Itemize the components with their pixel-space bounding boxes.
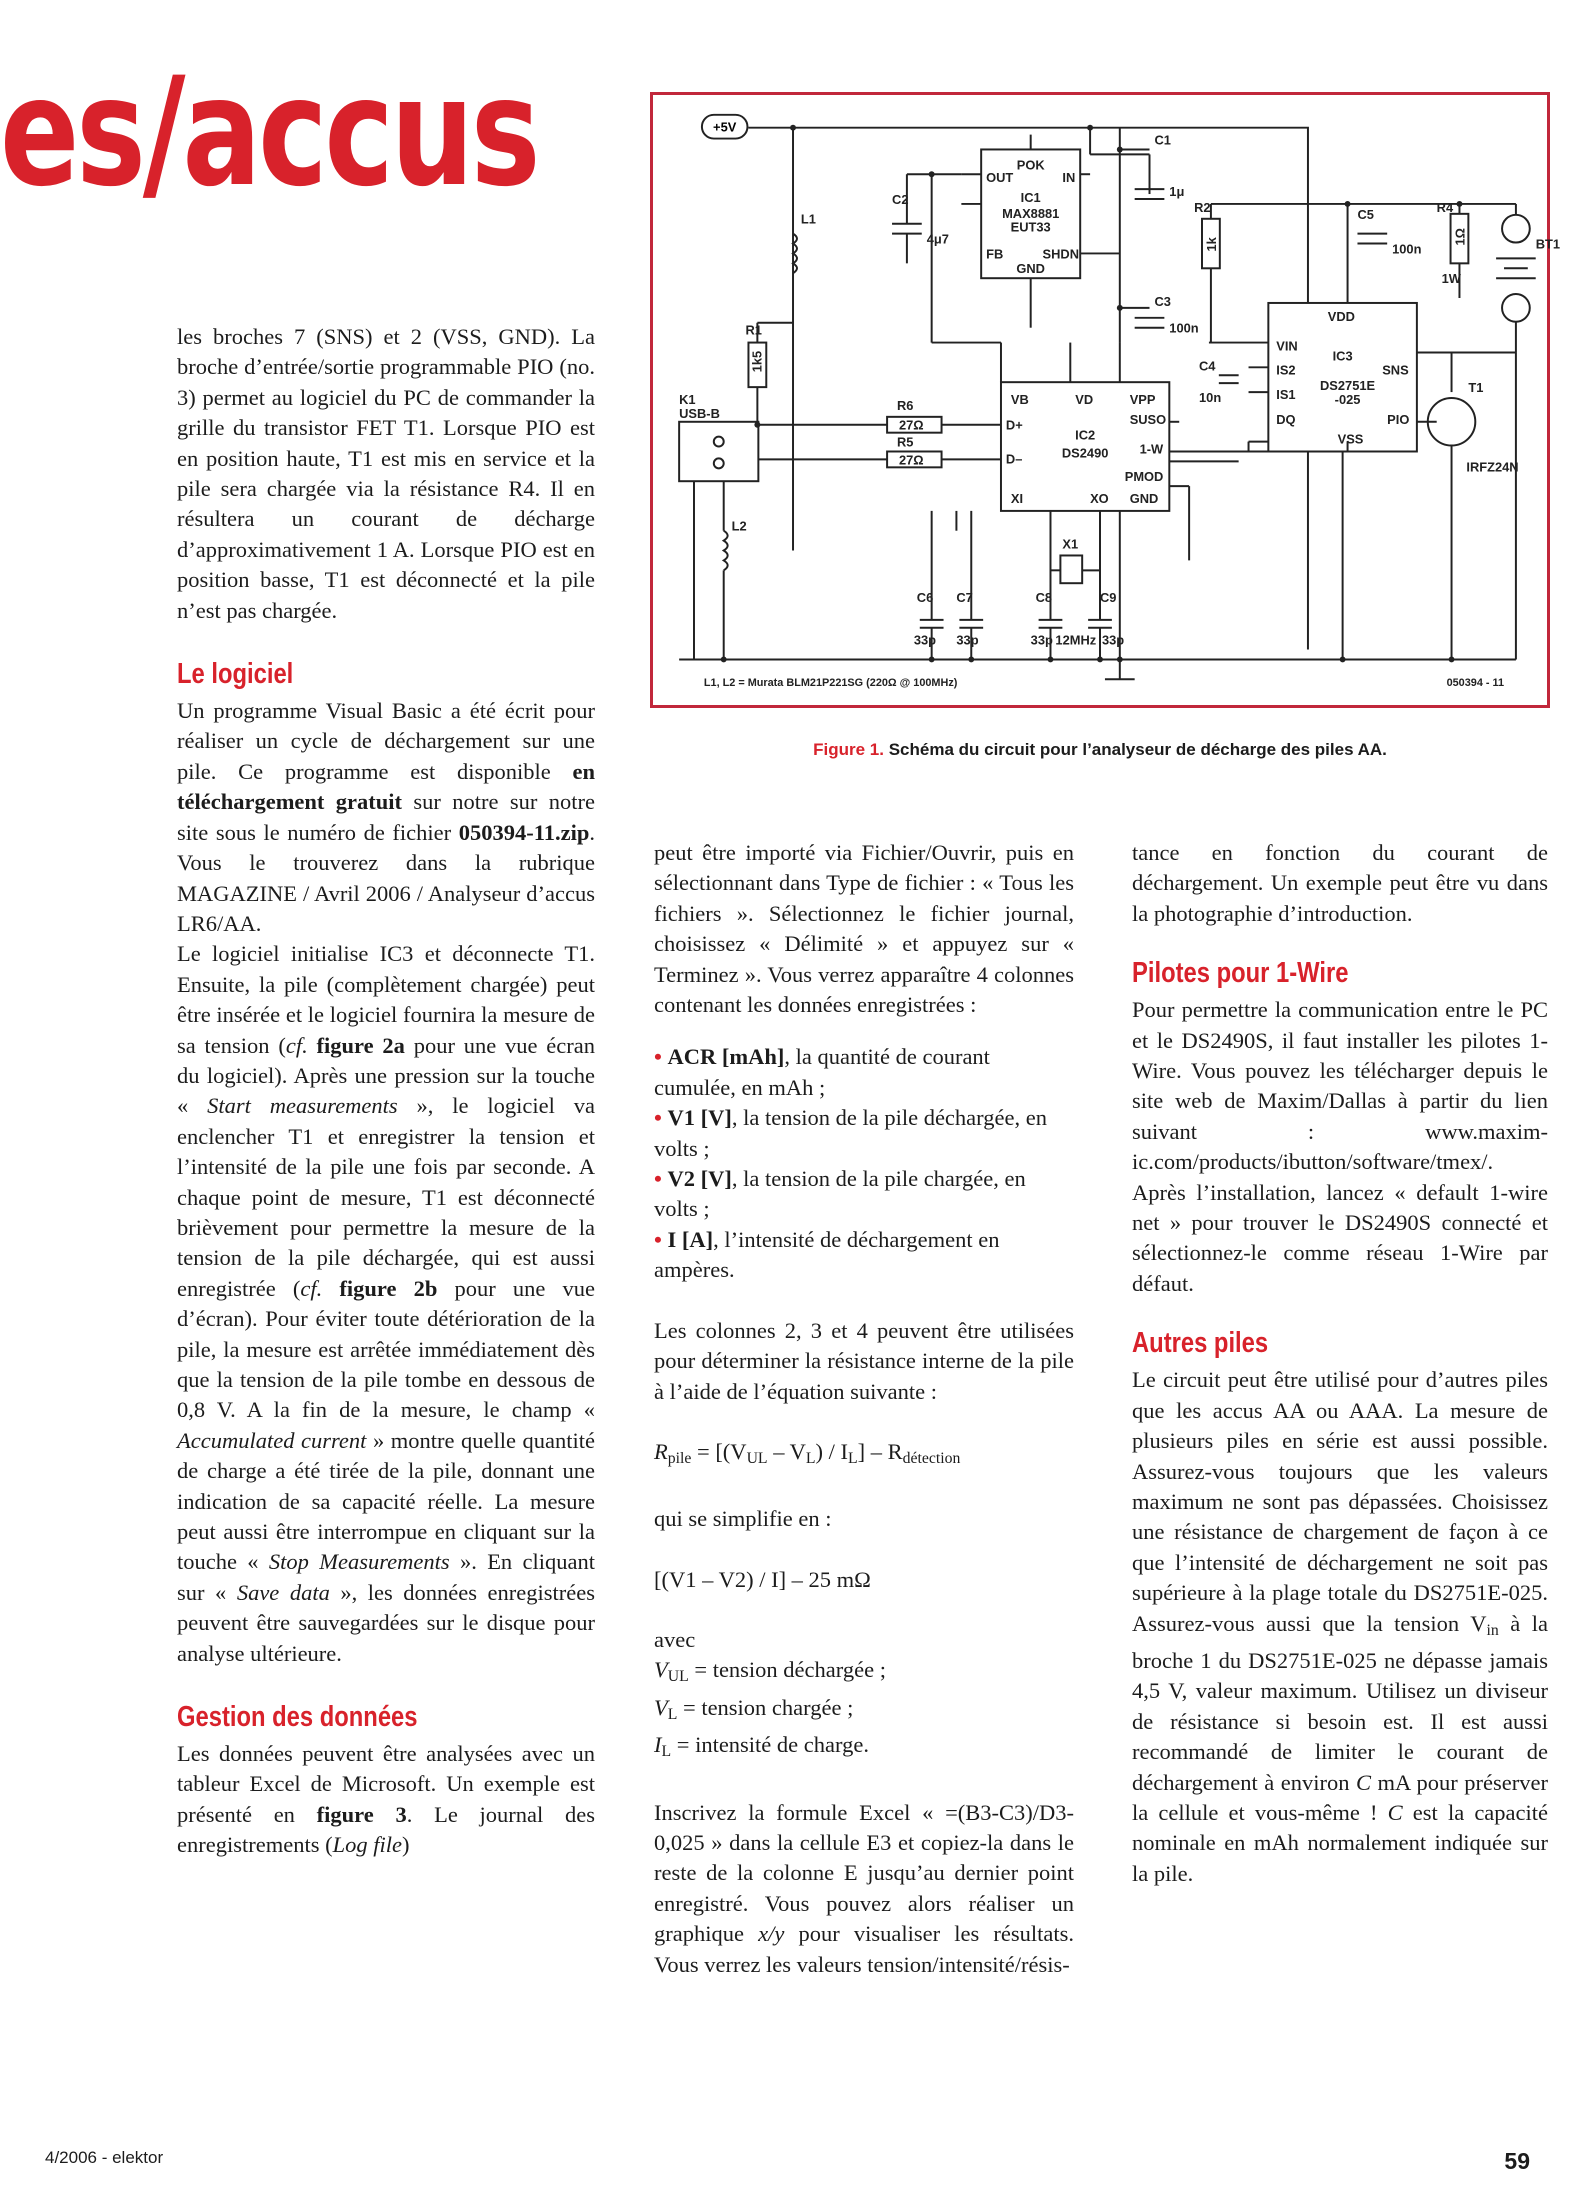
svg-text:VIN: VIN xyxy=(1276,338,1298,354)
svg-text:C5: C5 xyxy=(1357,206,1374,222)
definition: $I_L$ = intensité de charge. xyxy=(654,1732,869,1761)
paragraph: Inscrivez la formule Excel « =(B3-C3)/D3-0,025 » dans la cellule E3 et copiez-la dans le reste de la colonne E jusqu’au dernier point enregistré. Vous pouvez alors réaliser un graphique x/y pour visualiser les résultats. Vous verrez les valeurs tension/intensité/résis- xyxy=(654,1799,1075,1977)
svg-text:R6: R6 xyxy=(896,397,914,413)
formula-simplified: [(V1 – V2) / I] – 25 mΩ xyxy=(654,1566,871,1592)
heading-autres: Autres piles xyxy=(1132,1327,1269,1360)
svg-text:VSS: VSS xyxy=(1337,431,1364,447)
page-number: 59 xyxy=(1504,2148,1530,2174)
paragraph: Le circuit peut être utilisé pour d’autres piles que les accus AA ou AAA. La mesure de plusieurs piles en série est aussi possible. Assurez-vous toujours que les valeurs maximum ne sont pas dépassées. Choisissez une résistance de chargement de façon à ce que l’intensité de déchargement ne soit pas supérieure à la plage totale du DS2751E-025. Assurez-vous aussi que la tension $V_{in}$ à la broche 1 du DS2751E-025 ne dépasse jamais 4,5 V, valeur maximum. Utilisez un diviseur de résistance si besoin est. Il est aussi recommandé de limiter le courant de déchargement à environ C mA pour préserver la cellule et vous-même ! C est la capacité nominale en mAh normalement indiquée sur la pile. xyxy=(1132,1367,1549,1886)
section-title: es/accus xyxy=(0,46,538,220)
paragraph: avec xyxy=(654,1627,696,1653)
svg-text:PIO: PIO xyxy=(1387,411,1410,427)
column-1 xyxy=(177,322,595,1861)
svg-text:C4: C4 xyxy=(1199,358,1216,374)
svg-text:27Ω: 27Ω xyxy=(898,417,924,433)
svg-text:C2: C2 xyxy=(892,191,909,207)
bullet-item: • I [A], l’intensité de déchargement en ampères. xyxy=(654,1226,1000,1283)
svg-text:R2: R2 xyxy=(1194,199,1211,215)
svg-text:27Ω: 27Ω xyxy=(898,452,924,468)
svg-text:1k5: 1k5 xyxy=(749,350,765,373)
svg-text:SUSO: SUSO xyxy=(1129,411,1167,427)
svg-text:C3: C3 xyxy=(1154,293,1171,309)
footer-issue: 4/2006 - elektor xyxy=(45,2148,164,2167)
svg-text:T1: T1 xyxy=(1468,380,1484,396)
svg-text:33p: 33p xyxy=(913,632,937,648)
svg-text:USB-B: USB-B xyxy=(679,405,720,421)
svg-text:FB: FB xyxy=(986,246,1004,262)
svg-text:SHDN: SHDN xyxy=(1042,246,1080,262)
svg-text:EUT33: EUT33 xyxy=(1010,219,1051,235)
bullet-item: • V1 [V], la tension de la pile déchargée, en volts ; xyxy=(654,1105,1047,1161)
svg-text:XI: XI xyxy=(1010,490,1024,506)
svg-text:IS2: IS2 xyxy=(1276,362,1296,378)
svg-text:R1: R1 xyxy=(745,322,762,338)
svg-text:100n: 100n xyxy=(1169,320,1199,336)
svg-text:DQ: DQ xyxy=(1276,411,1296,427)
svg-text:1W: 1W xyxy=(1441,271,1461,287)
svg-text:IS1: IS1 xyxy=(1276,387,1296,403)
svg-text:IRFZ24N: IRFZ24N xyxy=(1466,459,1519,475)
svg-text:C8: C8 xyxy=(1035,590,1053,606)
svg-text:OUT: OUT xyxy=(986,170,1014,186)
svg-text:1k: 1k xyxy=(1203,237,1219,252)
definition: $V_{UL}$ = tension déchargée ; xyxy=(654,1657,886,1686)
paragraph: tance en fonction du courant de déchargement. Un exemple peut être vu dans la photographie d’introduction. xyxy=(1132,840,1548,926)
bullet-item: • ACR [mAh], la quantité de courant cumulée, en mAh ; xyxy=(654,1044,990,1100)
svg-text:PMOD: PMOD xyxy=(1124,469,1164,485)
formula-rpile: $R_{pile} = [(V_{UL} - V_L) / I_L] - R_{détection}$ xyxy=(654,1438,961,1467)
paragraph: Les données peuvent être analysées avec un tableur Excel de Microsoft. Un exemple est présenté en figure 3. Le journal des enregistrements (Log file) xyxy=(177,1741,595,1858)
svg-text:GND: GND xyxy=(1016,261,1045,277)
svg-text:VB: VB xyxy=(1010,391,1029,407)
paragraph: Après l’installation, lancez « default 1-wire net » pour trouver le DS2490S connecté et sélectionnez-le comme réseau 1-Wire par défaut. xyxy=(1132,1179,1548,1296)
svg-text:VD: VD xyxy=(1075,391,1094,407)
svg-text:VDD: VDD xyxy=(1327,308,1355,324)
figure-code: 050394 - 11 xyxy=(1446,677,1505,690)
svg-text:1μ: 1μ xyxy=(1169,184,1185,200)
figure-note: L1, L2 = Murata BLM21P221SG (220Ω @ 100MHz) xyxy=(703,677,958,690)
svg-text:1Ω: 1Ω xyxy=(1452,228,1468,246)
paragraph: les broches 7 (SNS) et 2 (VSS, GND). La broche d’entrée/sortie programmable PIO (no. 3) permet au logiciel du PC de commander la grille du transistor FET T1. Lorsque PIO est en position haute, T1 est mis en service et la pile sera chargée via la résistance R4. Il en résultera un courant de décharge d’approximativement 1 A. Lorsque PIO est en position basse, T1 est déconnecté et la pile n’est pas chargée. xyxy=(177,324,595,623)
bullet-item: • V2 [V], la tension de la pile chargée, en volts ; xyxy=(654,1166,1026,1222)
svg-text:MAX8881: MAX8881 xyxy=(1002,205,1060,221)
svg-text:1-W: 1-W xyxy=(1139,441,1164,457)
plus5v-label: +5V xyxy=(713,119,737,135)
column-3 xyxy=(1132,838,1548,1889)
svg-text:12MHz: 12MHz xyxy=(1055,632,1097,648)
heading-pilotes: Pilotes pour 1-Wire xyxy=(1132,957,1349,990)
svg-text:C9: C9 xyxy=(1100,590,1117,606)
ic1-label: IC1 xyxy=(1020,189,1041,205)
paragraph: Les colonnes 2, 3 et 4 peuvent être utilisées pour déterminer la résistance interne de la pile à l’aide de l’équation suivante : xyxy=(654,1317,1074,1404)
svg-text:R4: R4 xyxy=(1436,199,1454,215)
svg-text:POK: POK xyxy=(1016,157,1045,173)
svg-text:C7: C7 xyxy=(956,590,973,606)
svg-text:K1: K1 xyxy=(679,391,696,407)
svg-text:C1: C1 xyxy=(1154,132,1171,148)
svg-text:D+: D+ xyxy=(1005,417,1023,433)
svg-text:33p: 33p xyxy=(956,632,979,648)
column-2 xyxy=(654,838,1074,1980)
svg-text:4μ7: 4μ7 xyxy=(926,231,949,247)
paragraph: peut être importé via Fichier/Ouvrir, puis en sélectionnant dans Type de fichier : « Tous les fichiers ». Sélectionnez le fichier journal, choisissez « Délimité » et appuyez sur « Terminez ». Vous verrez apparaître 4 colonnes contenant les données enregistrées : xyxy=(654,840,1074,1018)
svg-text:33p: 33p xyxy=(1030,632,1053,648)
paragraph: Le logiciel initialise IC3 et déconnecte T1. Ensuite, la pile (complètement chargée) peut être insérée et le logiciel fournira la mesure de sa tension (cf. figure 2a pour une vue écran du logiciel). Après une pression sur la touche « Start measurements », le logiciel va enclencher T1 et enregistrer la tension et l’intensité de la pile une fois par seconde. A chaque point de mesure, T1 est déconnecté brièvement pour permettre la mesure de la tension de la pile déchargée, qui est aussi enregistrée (cf. figure 2b pour une vue d’écran). Pour éviter toute détérioration de la pile, la mesure est arrêtée immédiatement dès que la tension de la pile tombe en dessous de 0,8 V. A la fin de la mesure, le champ « Accumulated current » montre quelle quantité de charge a été tirée de la pile, donnant une indication de sa capacité réelle. La mesure peut aussi être interrompue en cliquant sur la touche « Stop Measurements ». En cliquant sur « Save data », les données enregistrées peuvent être sauvegardées sur le disque pour analyse ultérieure. xyxy=(177,941,596,1666)
heading-gestion: Gestion des données xyxy=(177,1701,418,1734)
svg-text:10n: 10n xyxy=(1199,389,1222,405)
svg-text:33p: 33p xyxy=(1101,632,1125,648)
svg-text:X1: X1 xyxy=(1062,536,1079,552)
svg-text:D–: D– xyxy=(1005,451,1023,467)
svg-text:IN: IN xyxy=(1062,170,1076,186)
svg-text:C6: C6 xyxy=(916,590,934,606)
svg-text:L2: L2 xyxy=(731,518,747,534)
svg-text:100n: 100n xyxy=(1392,241,1422,257)
ic3-label: IC3 xyxy=(1332,348,1353,364)
svg-text:BT1: BT1 xyxy=(1535,236,1561,252)
circuit-schematic xyxy=(650,92,1561,708)
figure-caption: Figure 1. Schéma du circuit pour l’analyseur de décharge des piles AA. xyxy=(813,740,1387,759)
svg-text:R5: R5 xyxy=(896,434,914,450)
svg-text:DS2751E: DS2751E xyxy=(1320,378,1376,394)
schematic-svg xyxy=(653,95,1561,705)
svg-text:L1: L1 xyxy=(800,211,816,227)
paragraph: Pour permettre la communication entre le PC et le DS2490S, il faut installer les pilotes 1-Wire. Vous pouvez les télécharger depuis le site web de Maxim/Dallas à partir du lien suivant : www.maxim-ic.com/products/ibutton/software/tmex/. xyxy=(1132,997,1548,1175)
svg-text:SNS: SNS xyxy=(1382,362,1409,378)
ic2-label: IC2 xyxy=(1075,427,1096,443)
paragraph: Un programme Visual Basic a été écrit pour réaliser un cycle de déchargement sur une pile. Ce programme est disponible en téléchargement gratuit sur notre sur notre site sous le numéro de fichier 050394-11.zip. Vous le trouverez dans la rubrique MAGAZINE / Avril 2006 / Analyseur d’accus LR6/AA. xyxy=(177,698,595,936)
paragraph: qui se simplifie en : xyxy=(654,1506,832,1532)
heading-logiciel: Le logiciel xyxy=(177,658,294,691)
svg-text:VPP: VPP xyxy=(1129,391,1156,407)
svg-text:DS2490: DS2490 xyxy=(1061,445,1109,461)
svg-text:XO: XO xyxy=(1090,490,1109,506)
definition: $V_L$ = tension chargée ; xyxy=(654,1694,854,1723)
svg-text:GND: GND xyxy=(1129,490,1159,506)
svg-text:-025: -025 xyxy=(1334,391,1361,407)
